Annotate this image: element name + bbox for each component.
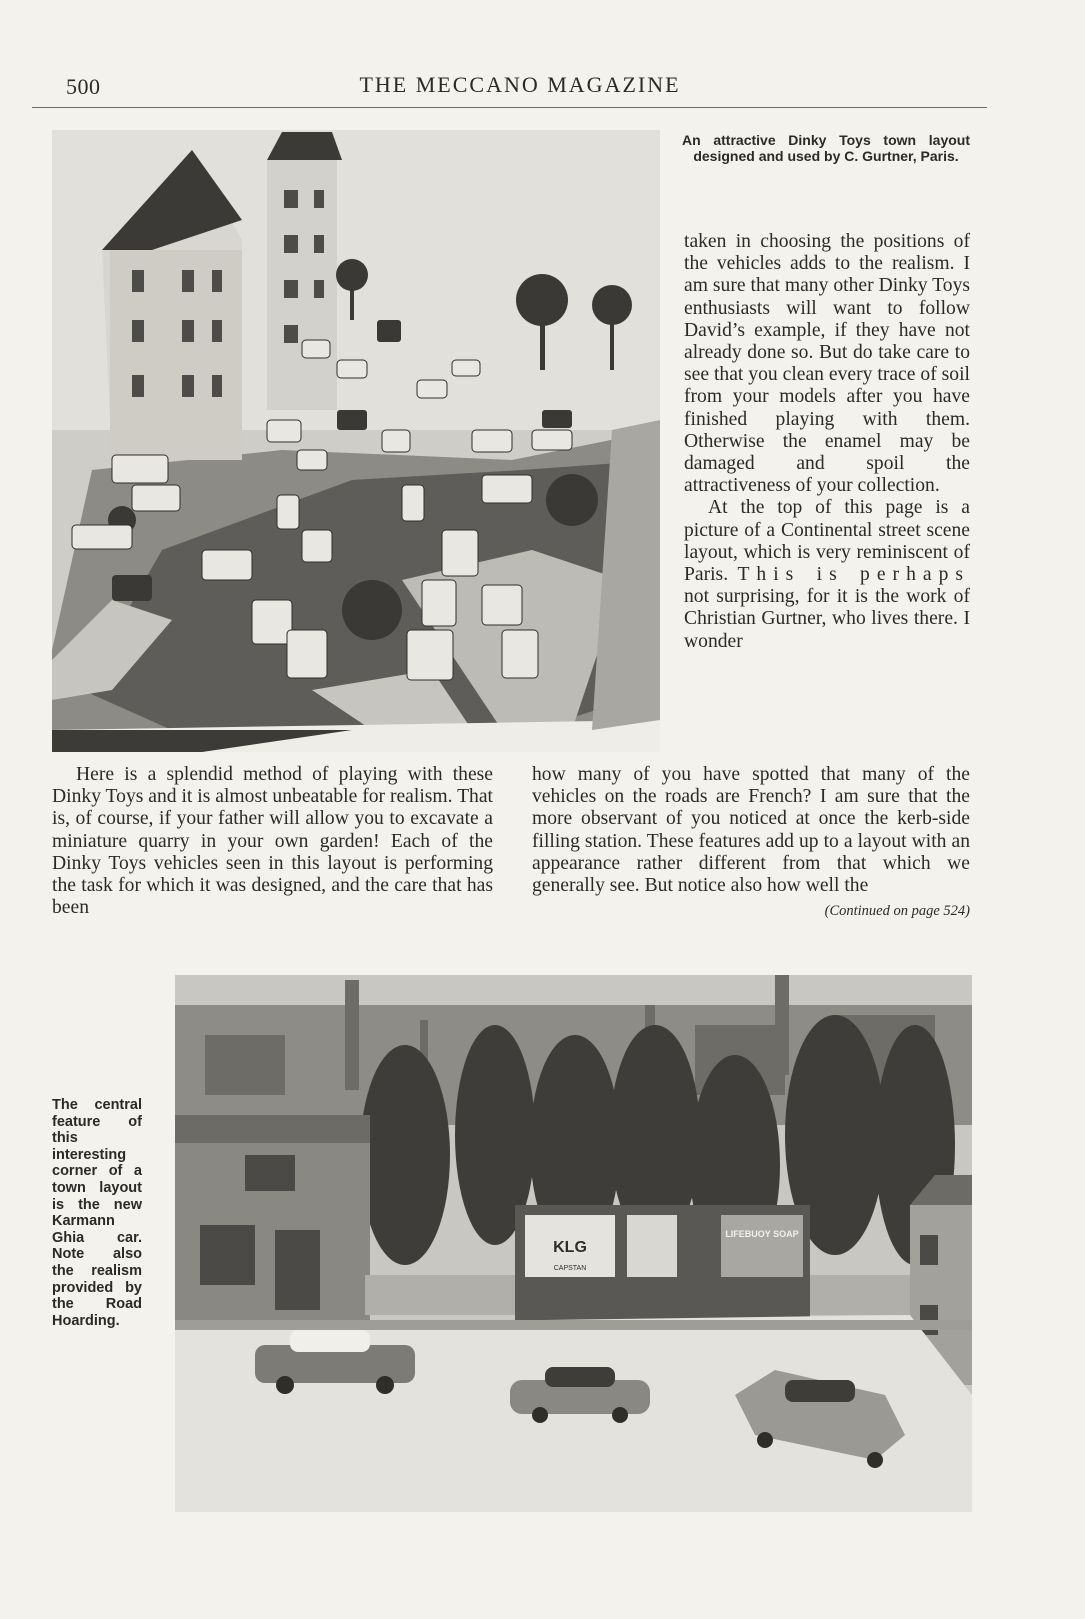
article-text-span: how many of you have spotted that many of the vehicles on the roads are French? I am sure that the more observant of you noticed at once the kerb-side filling station. These features add up to a layout with an appearance rather different from that which we generally see. But notice also how well the <box>532 764 970 897</box>
caption-top: An attractive Dinky Toys town layout designed and used by C. Gurtner, Paris. <box>682 132 970 164</box>
article-column-right-bottom <box>532 764 970 922</box>
photo-town-corner <box>175 975 972 1512</box>
article-text-span: At the top of this page is a picture of a Continental street scene layout, which is very reminiscent of Paris. <box>684 497 970 586</box>
billboard-text-capstan: CAPSTAN <box>553 1265 587 1272</box>
article-paragraph <box>684 497 970 652</box>
article-text-span: not surprising, for it is the work of Christian Gurtner, who lives there. I wonder <box>684 586 970 652</box>
article-paragraph: taken in choosing the positions of the vehicles adds to the realism. I am sure that many other Dinky Toys enthusiasts will want to follow David’s example, if they have not already done so. But do take care to see that you clean every trace of soil from your models after you have finished playing with them. Otherwise the enamel may be damaged and spoil the attractiveness of your collection. <box>684 231 970 497</box>
article-column-left-bottom: Here is a splendid method of playing with these Dinky Toys and it is almost unbeatable for realism. That is, of course, if your father will allow you to excavate a miniature quarry in your own garden! Each of the Dinky Toys vehicles seen in this layout is performing the task for which it was designed, and the care that has been <box>52 764 493 919</box>
page-number: 500 <box>66 74 101 99</box>
town-layout-image <box>52 130 660 752</box>
page-header <box>50 70 990 110</box>
town-corner-image <box>175 975 972 1512</box>
article-text-spaced: This is perhaps <box>737 564 970 586</box>
caption-left: The central feature of this interesting corner of a town layout is the new Karmann Ghia car. Note also the realism provided by the Road Hoarding. <box>52 1097 142 1329</box>
billboard-text-lifebuoy: LIFEBUOY SOAP <box>725 1229 799 1239</box>
photo-town-layout <box>52 130 660 752</box>
billboard-text-klg: KLG <box>553 1239 587 1256</box>
magazine-title: THE MECCANO MAGAZINE <box>359 72 681 97</box>
article-column-right-top <box>684 231 970 653</box>
continued-note: (Continued on page 524) <box>824 903 970 920</box>
header-rule <box>32 107 987 108</box>
